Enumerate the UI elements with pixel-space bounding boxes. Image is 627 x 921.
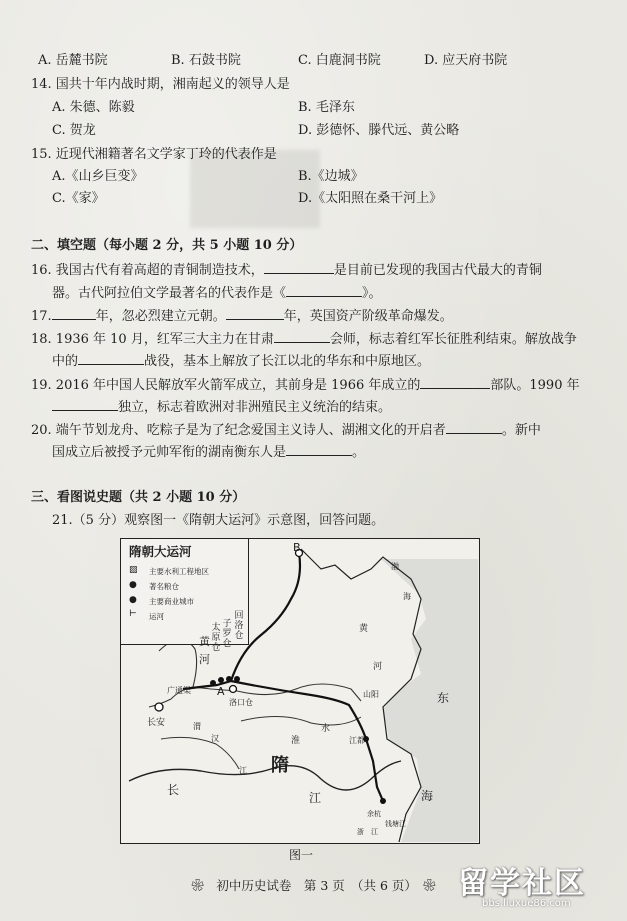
q18-text-a: 18. 1936 年 10 月，红军三大主力在甘肃 [31,332,274,347]
q14-option-c: C. 贺龙 [52,123,96,138]
chang-an-city-mark [155,703,163,711]
label-zhe: 浙 [357,828,364,836]
label-han: 汉 [211,734,219,743]
q15-option-b: B.《边城》 [298,169,364,184]
q15-stem: 15. 近现代湘籍著名文学家丁玲的代表作是 [31,147,277,162]
label-qiantang-river: 钱塘江 [385,820,406,828]
granary-mark [226,676,232,682]
label-b: B [293,541,301,554]
han-river [161,737,239,769]
label-huiluo-granary: 回洛仓 [234,611,244,641]
label-huai: 淮 [291,736,301,746]
watermark-logo-text: 留学社区 [458,866,586,901]
q19-text-b: 部队。1990 年 [490,378,580,393]
q19-text-c: 独立，标志着欧洲对非洲殖民主义统治的结束。 [118,400,392,415]
q13-option-c: C. 白鹿洞书院 [298,53,381,68]
grand-canal-map [120,538,480,844]
q17-text-b: 年，忽必烈建立元朝。 [95,309,226,324]
granary-mark [210,680,216,686]
q16-text-b: 是目前已发现的我国古代最大的青铜 [333,263,542,278]
q19-line2 [52,398,391,417]
q14-option-a: A. 朱德、陈毅 [52,100,135,115]
q14-option-b: B. 毛泽东 [298,100,355,115]
q18-blank-1[interactable] [274,330,330,343]
granary-mark [234,676,240,682]
label-yuhang: 余杭 [367,810,381,818]
page-footer: ❀ 初中历史试卷 第 3 页 （共 6 页） ❀ [191,878,436,893]
q20-text-a: 20. 端午节划龙舟、吃粽子是为了纪念爱国主义诗人、湖湘文化的开启者 [31,423,446,438]
label-huang-west: 黄 [199,635,210,648]
q19-text-a: 19. 2016 年中国人民解放军火箭军成立，其前身是 1966 年成立的 [31,378,421,393]
q16-text-d: 》。 [362,286,382,301]
q20-text-b: 。新中 [501,423,541,438]
q18-text-c: 中的 [52,354,79,369]
label-ziluo-granary: 子罗仓 [222,619,232,649]
section2-title: 二、填空题（每小题 2 分，共 5 小题 10 分） [31,238,303,253]
granary-mark [218,677,224,683]
q19-blank-2[interactable] [52,398,118,411]
map-title: 隋朝大运河 [129,544,192,559]
label-hai-east: 海 [421,789,434,803]
section3-title: 三、看图说史题（共 2 小题 10 分） [31,490,246,505]
city-icon: ● [129,595,137,605]
label-zhe-jiang: 江 [371,828,378,836]
hatch-icon: ▨ [129,565,138,575]
label-dong: 东 [437,691,450,705]
q19-line1 [31,376,580,395]
label-wei: 渭 [193,722,201,731]
q15-option-c: C.《家》 [52,191,105,206]
watermark [452,858,622,918]
label-bo: 渤 [391,562,399,571]
q16-blank-2[interactable] [286,284,362,297]
yuhang-city-mark [380,798,386,804]
legend-city: 主要商业城市 [149,597,194,606]
label-chang-an: 长安 [147,718,166,728]
q14-option-d: D. 彭德怀、滕代远、黄公略 [298,123,460,138]
q18-text-d: 战役，基本上解放了长江以北的华东和中原地区。 [144,354,431,369]
label-jiangdu: 江都 [349,736,365,745]
q16-text-a: 16. 我国古代有着高超的青铜制造技术， [31,263,264,278]
label-shui: 水 [321,724,331,734]
figure-caption: 图一 [289,848,314,862]
q20-text-c: 国成立后被授予元帅军衔的湖南衡东人是 [52,445,287,460]
label-a: A [217,685,225,698]
q17-number: 17. [31,309,52,324]
q21-stem: 21.（5 分）观察图一《隋朝大运河》示意图，回答问题。 [52,513,385,528]
q17-text-c: 年，英国资产阶级革命爆发。 [283,309,453,324]
q18-text-b: 会师，标志着红军长征胜利结束。解放战争 [329,332,577,347]
q18-line1 [31,330,577,349]
label-river-char: 江 [239,766,247,775]
luoyang-city-mark [230,686,237,693]
q17-blank-2[interactable] [226,307,284,320]
q16-line1 [31,261,542,280]
label-taiyuan-granary: 太原仓 [211,623,221,653]
q13-option-d: D. 应天府书院 [424,53,508,68]
label-chang: 长 [167,783,180,797]
q17-line [31,307,453,326]
q20-line2 [52,443,365,462]
label-he-east: 河 [373,662,383,672]
granary-icon: ● [129,580,137,590]
legend-canal: 运河 [149,612,164,621]
label-shanyang: 山阳 [363,690,379,699]
label-sui: 隋 [271,755,289,776]
legend-granary: 著名粮仓 [149,582,179,591]
q19-blank-1[interactable] [420,376,490,389]
q20-blank-1[interactable] [446,421,502,434]
huai-river [241,716,361,725]
q18-blank-2[interactable] [78,352,144,365]
q20-line1 [31,421,541,440]
canal-icon: ⊢ [129,609,137,619]
q20-text-d: 。 [352,445,366,460]
q18-line2 [52,352,430,371]
label-guangtong-canal: 广通渠 [167,686,191,695]
q14-stem: 14. 国共十年内战时期，湘南起义的领导人是 [31,77,290,92]
label-he-west: 河 [199,653,210,666]
label-jiang: 江 [309,791,322,805]
legend-water-works: 主要水利工程地区 [149,567,209,576]
q15-option-d: D.《太阳照在桑干河上》 [298,191,443,206]
q16-line2 [52,284,382,303]
label-luokou-granary: 洛口仓 [229,698,253,707]
q13-option-b: B. 石鼓书院 [171,53,241,68]
q20-blank-2[interactable] [286,443,352,456]
q16-text-c: 器。古代阿拉伯文学最著名的代表作是《 [52,286,287,301]
label-huang-east: 黄 [359,624,369,634]
q16-blank-1[interactable] [264,261,334,274]
watermark-url: bbs.liuxue86.com [482,898,571,909]
q17-blank-1[interactable] [52,307,96,320]
label-hai-north: 海 [403,592,411,601]
q13-option-a: A. 岳麓书院 [38,53,108,68]
q15-option-a: A.《山乡巨变》 [52,169,144,184]
